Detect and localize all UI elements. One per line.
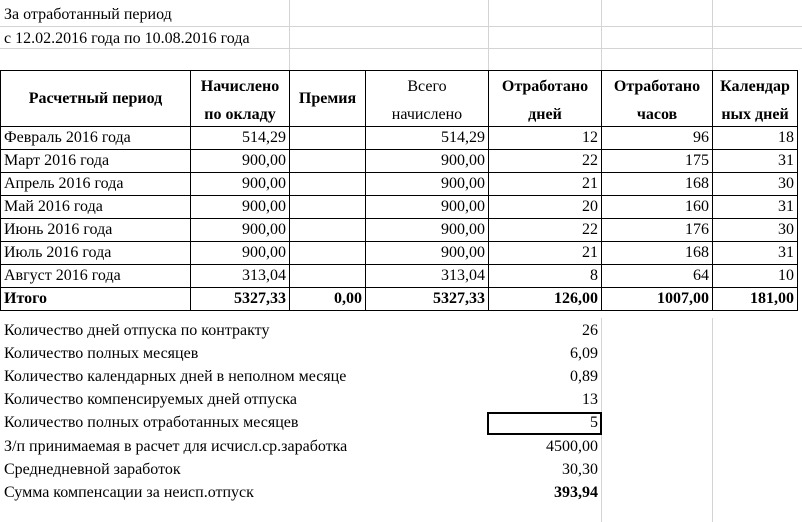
table-row [1,242,798,265]
table-row [1,196,798,219]
bonus-cell[interactable] [290,265,366,288]
total-days[interactable]: 126,00 [489,288,602,311]
salary-cell[interactable]: 900,00 [191,196,290,219]
summary-label: Количество календарных дней в неполном месяце [4,368,347,385]
days-cell[interactable]: 20 [489,196,602,219]
salary-cell[interactable]: 900,00 [191,219,290,242]
salary-cell[interactable]: 900,00 [191,150,290,173]
summary-value[interactable]: 393,94 [554,484,598,501]
salary-cell[interactable]: 900,00 [191,173,290,196]
salary-cell[interactable]: 514,29 [191,127,290,150]
summary-value[interactable]: 6,09 [570,345,598,362]
total-cell[interactable]: 900,00 [366,173,489,196]
period-cell[interactable]: Август 2016 года [1,265,191,288]
salary-cell[interactable]: 900,00 [191,242,290,265]
total-cell[interactable]: 514,29 [366,127,489,150]
calendar-days-cell[interactable]: 31 [713,242,798,265]
period-cell[interactable]: Июль 2016 года [1,242,191,265]
table-row [1,265,798,288]
table-header-row [1,71,798,127]
total-cell[interactable]: 900,00 [366,242,489,265]
calendar-days-cell[interactable]: 30 [713,219,798,242]
hours-cell[interactable]: 160 [602,196,713,219]
hours-cell[interactable]: 176 [602,219,713,242]
summary-value[interactable]: 4500,00 [546,438,598,455]
bonus-cell[interactable] [290,150,366,173]
period-cell[interactable]: Февраль 2016 года [1,127,191,150]
calendar-days-cell[interactable]: 31 [713,196,798,219]
total-cell[interactable]: 900,00 [366,196,489,219]
total-accrued[interactable]: 5327,33 [366,288,489,311]
total-calendar-days[interactable]: 181,00 [713,288,798,311]
summary-label: З/п принимаемая в расчет для исчисл.ср.заработка [4,438,348,455]
days-cell[interactable]: 22 [489,150,602,173]
hours-cell[interactable]: 96 [602,127,713,150]
period-heading: За отработанный период [4,6,172,23]
period-range: с 12.02.2016 года по 10.08.2016 года [4,30,250,47]
table-row [1,150,798,173]
summary-value[interactable]: 0,89 [570,368,598,385]
summary-label: Количество полных отработанных месяцев [4,414,299,431]
header-hours[interactable]: Отработано часов [602,71,713,127]
summary-label: Количество полных месяцев [4,345,199,362]
header-salary[interactable]: Начислено по окладу [191,71,290,127]
header-days[interactable]: Отработано дней [489,71,602,127]
summary-label: Количество компенсируемых дней отпуска [4,391,297,408]
summary-value[interactable]: 26 [582,322,598,339]
calendar-days-cell[interactable]: 31 [713,150,798,173]
selected-cell[interactable] [487,412,602,435]
period-cell[interactable]: Май 2016 года [1,196,191,219]
hours-cell[interactable]: 168 [602,173,713,196]
total-label[interactable]: Итого [1,288,191,311]
days-cell[interactable]: 21 [489,173,602,196]
summary-value[interactable]: 30,30 [562,461,598,478]
total-cell[interactable]: 900,00 [366,150,489,173]
summary-label: Количество дней отпуска по контракту [4,322,270,339]
days-cell[interactable]: 21 [489,242,602,265]
summary-value[interactable]: 5 [590,414,598,431]
days-cell[interactable]: 8 [489,265,602,288]
summary-value[interactable]: 13 [582,391,598,408]
calendar-days-cell[interactable]: 30 [713,173,798,196]
period-cell[interactable]: Апрель 2016 года [1,173,191,196]
header-bonus[interactable]: Премия [290,71,366,127]
total-cell[interactable]: 900,00 [366,219,489,242]
total-cell[interactable]: 313,04 [366,265,489,288]
bonus-cell[interactable] [290,196,366,219]
table-row [1,173,798,196]
calendar-days-cell[interactable]: 10 [713,265,798,288]
total-bonus[interactable]: 0,00 [290,288,366,311]
header-total[interactable]: Всего начислено [366,71,489,127]
days-cell[interactable]: 22 [489,219,602,242]
table-row [1,127,798,150]
calendar-days-cell[interactable]: 18 [713,127,798,150]
period-cell[interactable]: Июнь 2016 года [1,219,191,242]
period-cell[interactable]: Март 2016 года [1,150,191,173]
table-row [1,219,798,242]
total-hours[interactable]: 1007,00 [602,288,713,311]
header-calendar-days[interactable]: Календар ных дней [713,71,798,127]
days-cell[interactable]: 12 [489,127,602,150]
bonus-cell[interactable] [290,219,366,242]
summary-label: Среднедневной заработок [4,461,181,478]
bonus-cell[interactable] [290,127,366,150]
total-salary[interactable]: 5327,33 [191,288,290,311]
hours-cell[interactable]: 175 [602,150,713,173]
header-period[interactable]: Расчетный период [1,71,191,127]
summary-label: Сумма компенсации за неисп.отпуск [4,484,254,501]
hours-cell[interactable]: 168 [602,242,713,265]
salary-cell[interactable]: 313,04 [191,265,290,288]
total-row [1,288,798,311]
bonus-cell[interactable] [290,242,366,265]
salary-table [0,70,798,311]
hours-cell[interactable]: 64 [602,265,713,288]
bonus-cell[interactable] [290,173,366,196]
